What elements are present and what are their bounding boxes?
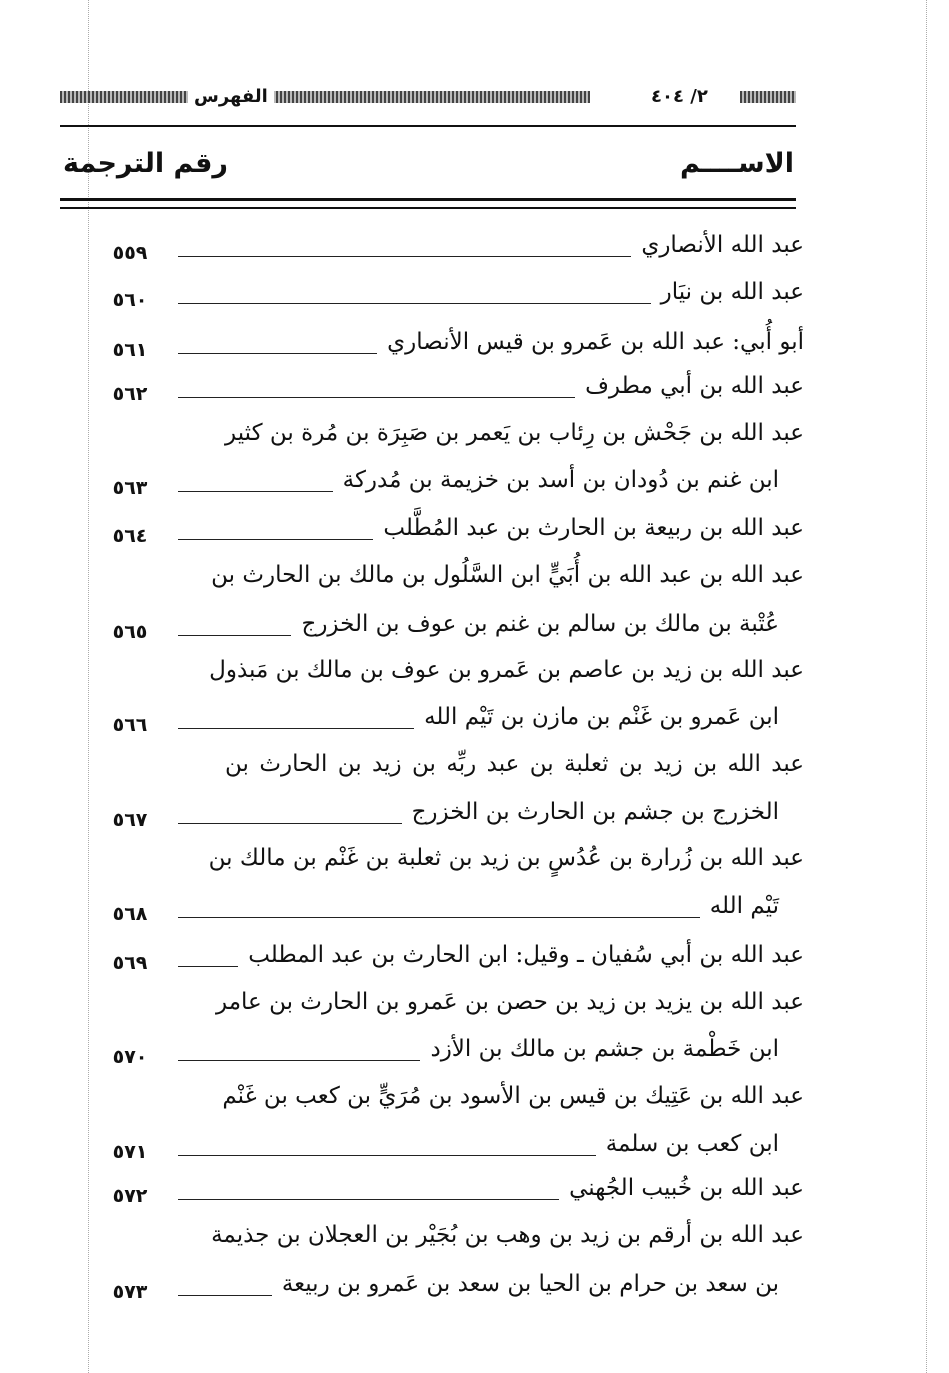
- leader-line: [178, 353, 377, 354]
- entry-number: ٥٦٣: [112, 477, 148, 499]
- leader-line: [178, 1060, 420, 1061]
- scan-edge-line: [926, 0, 927, 1373]
- entry-number: ٥٦٥: [112, 621, 148, 643]
- leader-line: [178, 917, 700, 918]
- leader-line: [178, 966, 238, 967]
- entry-name-line: عبد الله بن نيَار: [660, 279, 804, 305]
- entry-name-line: عبد الله بن عبد الله بن أُبَيٍّ ابن السَّلُول بن مالك بن الحارث بن: [211, 562, 804, 588]
- leader-line: [178, 303, 651, 304]
- entry-number: ٥٦٧: [112, 809, 148, 831]
- entry-name-line: عبد الله بن ربيعة بن الحارث بن عبد المُطَّلب: [383, 515, 804, 541]
- header-band: [260, 91, 590, 103]
- entry-number: ٥٦٩: [112, 952, 148, 974]
- entry-continuation-line: تَيْم الله: [709, 893, 779, 919]
- entry-number: ٥٧٣: [112, 1281, 148, 1303]
- leader-line: [178, 1199, 559, 1200]
- scan-edge-line: [88, 0, 89, 1373]
- entry-continuation-line: ابن كعب بن سلمة: [605, 1131, 779, 1157]
- entry-number: ٥٦٢: [112, 383, 148, 405]
- leader-line: [178, 539, 373, 540]
- entry-number: ٥٧١: [112, 1141, 148, 1163]
- entry-name-line: عبد الله بن أبي سُفيان ـ وقيل: ابن الحارث بن عبد المطلب: [248, 942, 804, 968]
- entry-name-line: عبد الله بن أرقم بن زيد بن وهب بن بُجَيْر بن العجلان بن جذيمة: [211, 1222, 804, 1248]
- entry-continuation-line: ابن خَطْمة بن جشم بن مالك بن الأزد: [430, 1036, 779, 1062]
- header-rule: [60, 125, 796, 127]
- name-column-heading: الاســــم: [680, 148, 794, 179]
- entry-number: ٥٦٤: [112, 525, 148, 547]
- section-title: الفهرس: [188, 86, 274, 108]
- entry-name-line: عبد الله الأنصاري: [641, 232, 804, 258]
- leader-line: [178, 728, 414, 729]
- entry-number: ٥٦٠: [112, 289, 148, 311]
- entry-name-line: عبد الله بن جَحْش بن رِئاب بن يَعمر بن صَبِرَة بن مُرة بن كثير: [225, 420, 804, 446]
- entry-name-line: عبد الله بن أبي مطرف: [585, 373, 804, 399]
- entry-name-line: عبد الله بن زُرارة بن عُدُسٍ بن زيد بن ثعلبة بن غَنْم بن مالك بن: [208, 845, 804, 871]
- entry-continuation-line: الخزرج بن جشم بن الحارث بن الخزرج: [411, 799, 779, 825]
- entry-number: ٥٦٦: [112, 714, 148, 736]
- page-number: ٢/ ٤٠٤: [645, 86, 714, 108]
- leader-line: [178, 635, 291, 636]
- entry-number: ٥٦٨: [112, 903, 148, 925]
- leader-line: [178, 1155, 596, 1156]
- entry-number: ٥٥٩: [112, 242, 148, 264]
- heading-rule-bottom: [60, 207, 796, 209]
- entry-number: ٥٧٢: [112, 1185, 148, 1207]
- header-band: [60, 91, 190, 103]
- entry-name-line: أبو أُبي: عبد الله بن عَمرو بن قيس الأنصاري: [387, 329, 804, 355]
- leader-line: [178, 256, 631, 257]
- leader-line: [178, 1295, 272, 1296]
- entry-name-line: عبد الله بن زيد بن عاصم بن عَمرو بن عوف بن مالك بن مَبذول: [209, 657, 804, 683]
- entry-name-line: عبد الله بن عَتِيك بن قيس بن الأسود بن مُرَيٍّ بن كعب بن غَنْم: [222, 1083, 804, 1109]
- entry-name-line: عبد الله بن زيد بن ثعلبة بن عبد ربِّه بن زيد بن الحارث بن: [225, 751, 804, 777]
- number-column-heading: رقم الترجمة: [63, 148, 228, 179]
- entry-number: ٥٧٠: [112, 1046, 148, 1068]
- entry-name-line: عبد الله بن يزيد بن زيد بن حصن بن عَمرو بن الحارث بن عامر: [216, 989, 804, 1015]
- entry-continuation-line: عُتْبة بن مالك بن سالم بن غنم بن عوف بن الخزرج: [301, 611, 779, 637]
- leader-line: [178, 823, 402, 824]
- entry-continuation-line: بن سعد بن حرام بن الحيا بن سعد بن عَمرو بن ربيعة: [281, 1271, 779, 1297]
- entry-name-line: عبد الله بن خُبيب الجُهني: [569, 1175, 804, 1201]
- leader-line: [178, 397, 575, 398]
- running-header: [60, 86, 796, 108]
- entry-continuation-line: ابن غنم بن دُودان بن أسد بن خزيمة بن مُدركة: [342, 467, 779, 493]
- leader-line: [178, 491, 333, 492]
- header-band: [740, 91, 796, 103]
- entry-continuation-line: ابن عَمرو بن غَنْم بن مازن بن تَيْم الله: [424, 704, 779, 730]
- entry-number: ٥٦١: [112, 339, 148, 361]
- heading-rule-top: [60, 198, 796, 201]
